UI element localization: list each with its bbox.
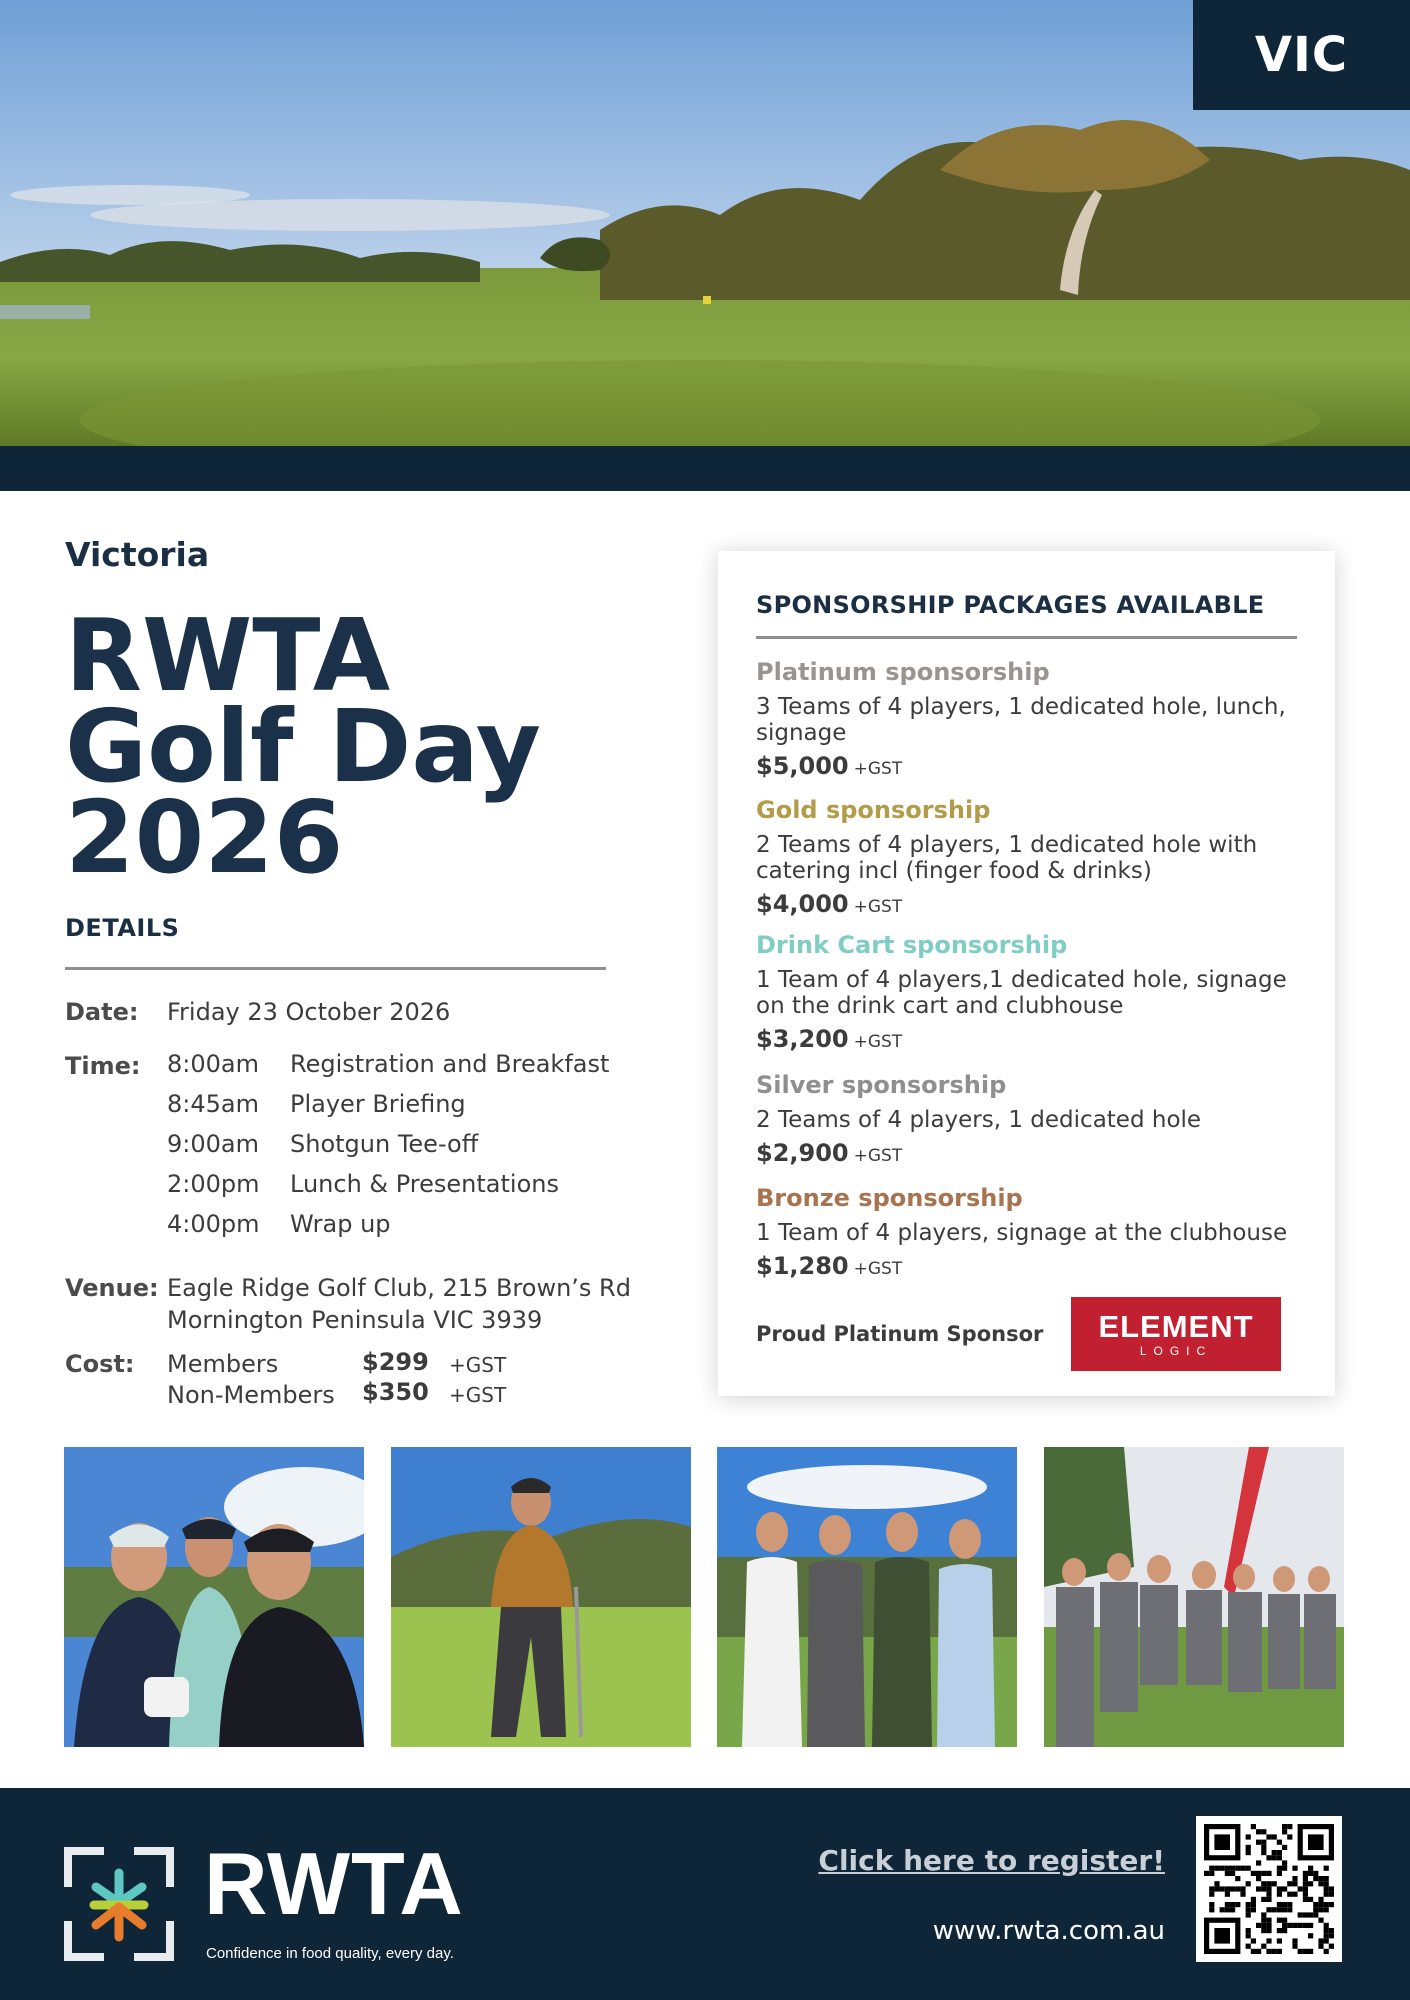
tier-description: 3 Teams of 4 players, 1 dedicated hole, lunch, signage bbox=[756, 694, 1286, 746]
register-link[interactable]: Click here to register! bbox=[818, 1844, 1165, 1877]
cost-nonmembers-label: Non-Members bbox=[167, 1381, 335, 1409]
tier-name: Platinum sponsorship bbox=[756, 658, 1050, 686]
details-heading: DETAILS bbox=[65, 914, 180, 942]
schedule-item: Player Briefing bbox=[290, 1090, 466, 1118]
sponsorship-tier-platinum bbox=[756, 658, 1301, 780]
tier-price: $1,280 bbox=[756, 1252, 849, 1280]
sponsorship-card bbox=[718, 551, 1335, 1396]
event-title-line-3: 2026 bbox=[65, 779, 344, 896]
hero-bottom-band bbox=[0, 446, 1410, 491]
group-of-four-golfers-photo bbox=[717, 1447, 1017, 1747]
tier-price: $3,200 bbox=[756, 1025, 849, 1053]
rwta-logo-word: RWTA bbox=[204, 1834, 464, 1933]
rwta-logo-icon bbox=[64, 1847, 174, 1961]
element-logo-word: ELEMENT bbox=[1098, 1309, 1254, 1344]
tier-name: Drink Cart sponsorship bbox=[756, 931, 1068, 959]
sponsorship-heading: SPONSORSHIP PACKAGES AVAILABLE bbox=[756, 591, 1265, 619]
qr-code[interactable] bbox=[1196, 1816, 1342, 1962]
schedule-item: Registration and Breakfast bbox=[290, 1050, 610, 1078]
region-label: Victoria bbox=[65, 535, 210, 574]
schedule-item: Shotgun Tee-off bbox=[290, 1130, 479, 1158]
tier-description: 1 Team of 4 players, signage at the clubhouse bbox=[756, 1220, 1288, 1246]
cost-label: Cost: bbox=[65, 1350, 135, 1378]
date-value: Friday 23 October 2026 bbox=[167, 998, 451, 1026]
sponsorship-tier-drink-cart bbox=[756, 931, 1301, 1053]
venue-line-2: Mornington Peninsula VIC 3939 bbox=[167, 1306, 543, 1334]
tier-description: 1 Team of 4 players,1 dedicated hole, signage on the drink cart and clubhouse bbox=[756, 967, 1287, 1019]
website-url[interactable]: www.rwta.com.au bbox=[932, 1916, 1165, 1946]
golfer-holding-ball-photo bbox=[391, 1447, 691, 1747]
venue-line-1: Eagle Ridge Golf Club, 215 Brown’s Rd bbox=[167, 1274, 631, 1302]
tier-description: 2 Teams of 4 players, 1 dedicated hole bbox=[756, 1107, 1202, 1133]
sponsorship-tier-gold bbox=[756, 796, 1301, 918]
sponsorship-tier-silver bbox=[756, 1071, 1301, 1167]
rwta-tagline: Confidence in food quality, every day. bbox=[206, 1945, 454, 1962]
qr-code-graphic bbox=[1196, 1816, 1342, 1962]
schedule-time: 8:45am bbox=[167, 1090, 259, 1118]
footer bbox=[0, 1788, 1410, 2000]
cost-members-label: Members bbox=[167, 1350, 279, 1378]
tier-gst: +GST bbox=[853, 1259, 903, 1279]
proud-sponsor-label: Proud Platinum Sponsor bbox=[756, 1322, 1044, 1346]
event-title-line-2: Golf Day bbox=[65, 688, 541, 805]
tier-gst: +GST bbox=[853, 897, 903, 917]
cost-members-gst: +GST bbox=[449, 1353, 507, 1377]
state-badge: VIC bbox=[1193, 0, 1410, 110]
golfers-trio-photo bbox=[64, 1447, 364, 1747]
team-with-flag-photo bbox=[1044, 1447, 1344, 1747]
schedule-item: Wrap up bbox=[290, 1210, 391, 1238]
tier-description: 2 Teams of 4 players, 1 dedicated hole with catering incl (finger food & drinks) bbox=[756, 832, 1258, 884]
cost-nonmembers-price: $350 bbox=[362, 1378, 429, 1406]
tier-gst: +GST bbox=[853, 759, 903, 779]
cost-nonmembers-gst: +GST bbox=[449, 1383, 507, 1407]
tier-price: $2,900 bbox=[756, 1139, 849, 1167]
details-divider bbox=[65, 967, 606, 970]
schedule-item: Lunch & Presentations bbox=[290, 1170, 559, 1198]
schedule-time: 4:00pm bbox=[167, 1210, 260, 1238]
schedule-time: 8:00am bbox=[167, 1050, 259, 1078]
tier-gst: +GST bbox=[853, 1146, 903, 1166]
tier-price: $5,000 bbox=[756, 752, 849, 780]
element-logo-subword: LOGIC bbox=[1139, 1344, 1213, 1358]
tier-name: Silver sponsorship bbox=[756, 1071, 1007, 1099]
sponsorship-tier-bronze bbox=[756, 1184, 1301, 1280]
tier-name: Bronze sponsorship bbox=[756, 1184, 1023, 1212]
tier-name: Gold sponsorship bbox=[756, 796, 991, 824]
cost-members-price: $299 bbox=[362, 1348, 429, 1376]
schedule-time: 2:00pm bbox=[167, 1170, 260, 1198]
date-label: Date: bbox=[65, 998, 139, 1026]
schedule-time: 9:00am bbox=[167, 1130, 259, 1158]
venue-label: Venue: bbox=[65, 1274, 159, 1302]
event-title-line-1: RWTA bbox=[65, 597, 391, 714]
time-label: Time: bbox=[65, 1052, 141, 1080]
element-logic-logo bbox=[1071, 1297, 1281, 1371]
tier-gst: +GST bbox=[853, 1032, 903, 1052]
sponsorship-divider bbox=[756, 636, 1297, 639]
tier-price: $4,000 bbox=[756, 890, 849, 918]
